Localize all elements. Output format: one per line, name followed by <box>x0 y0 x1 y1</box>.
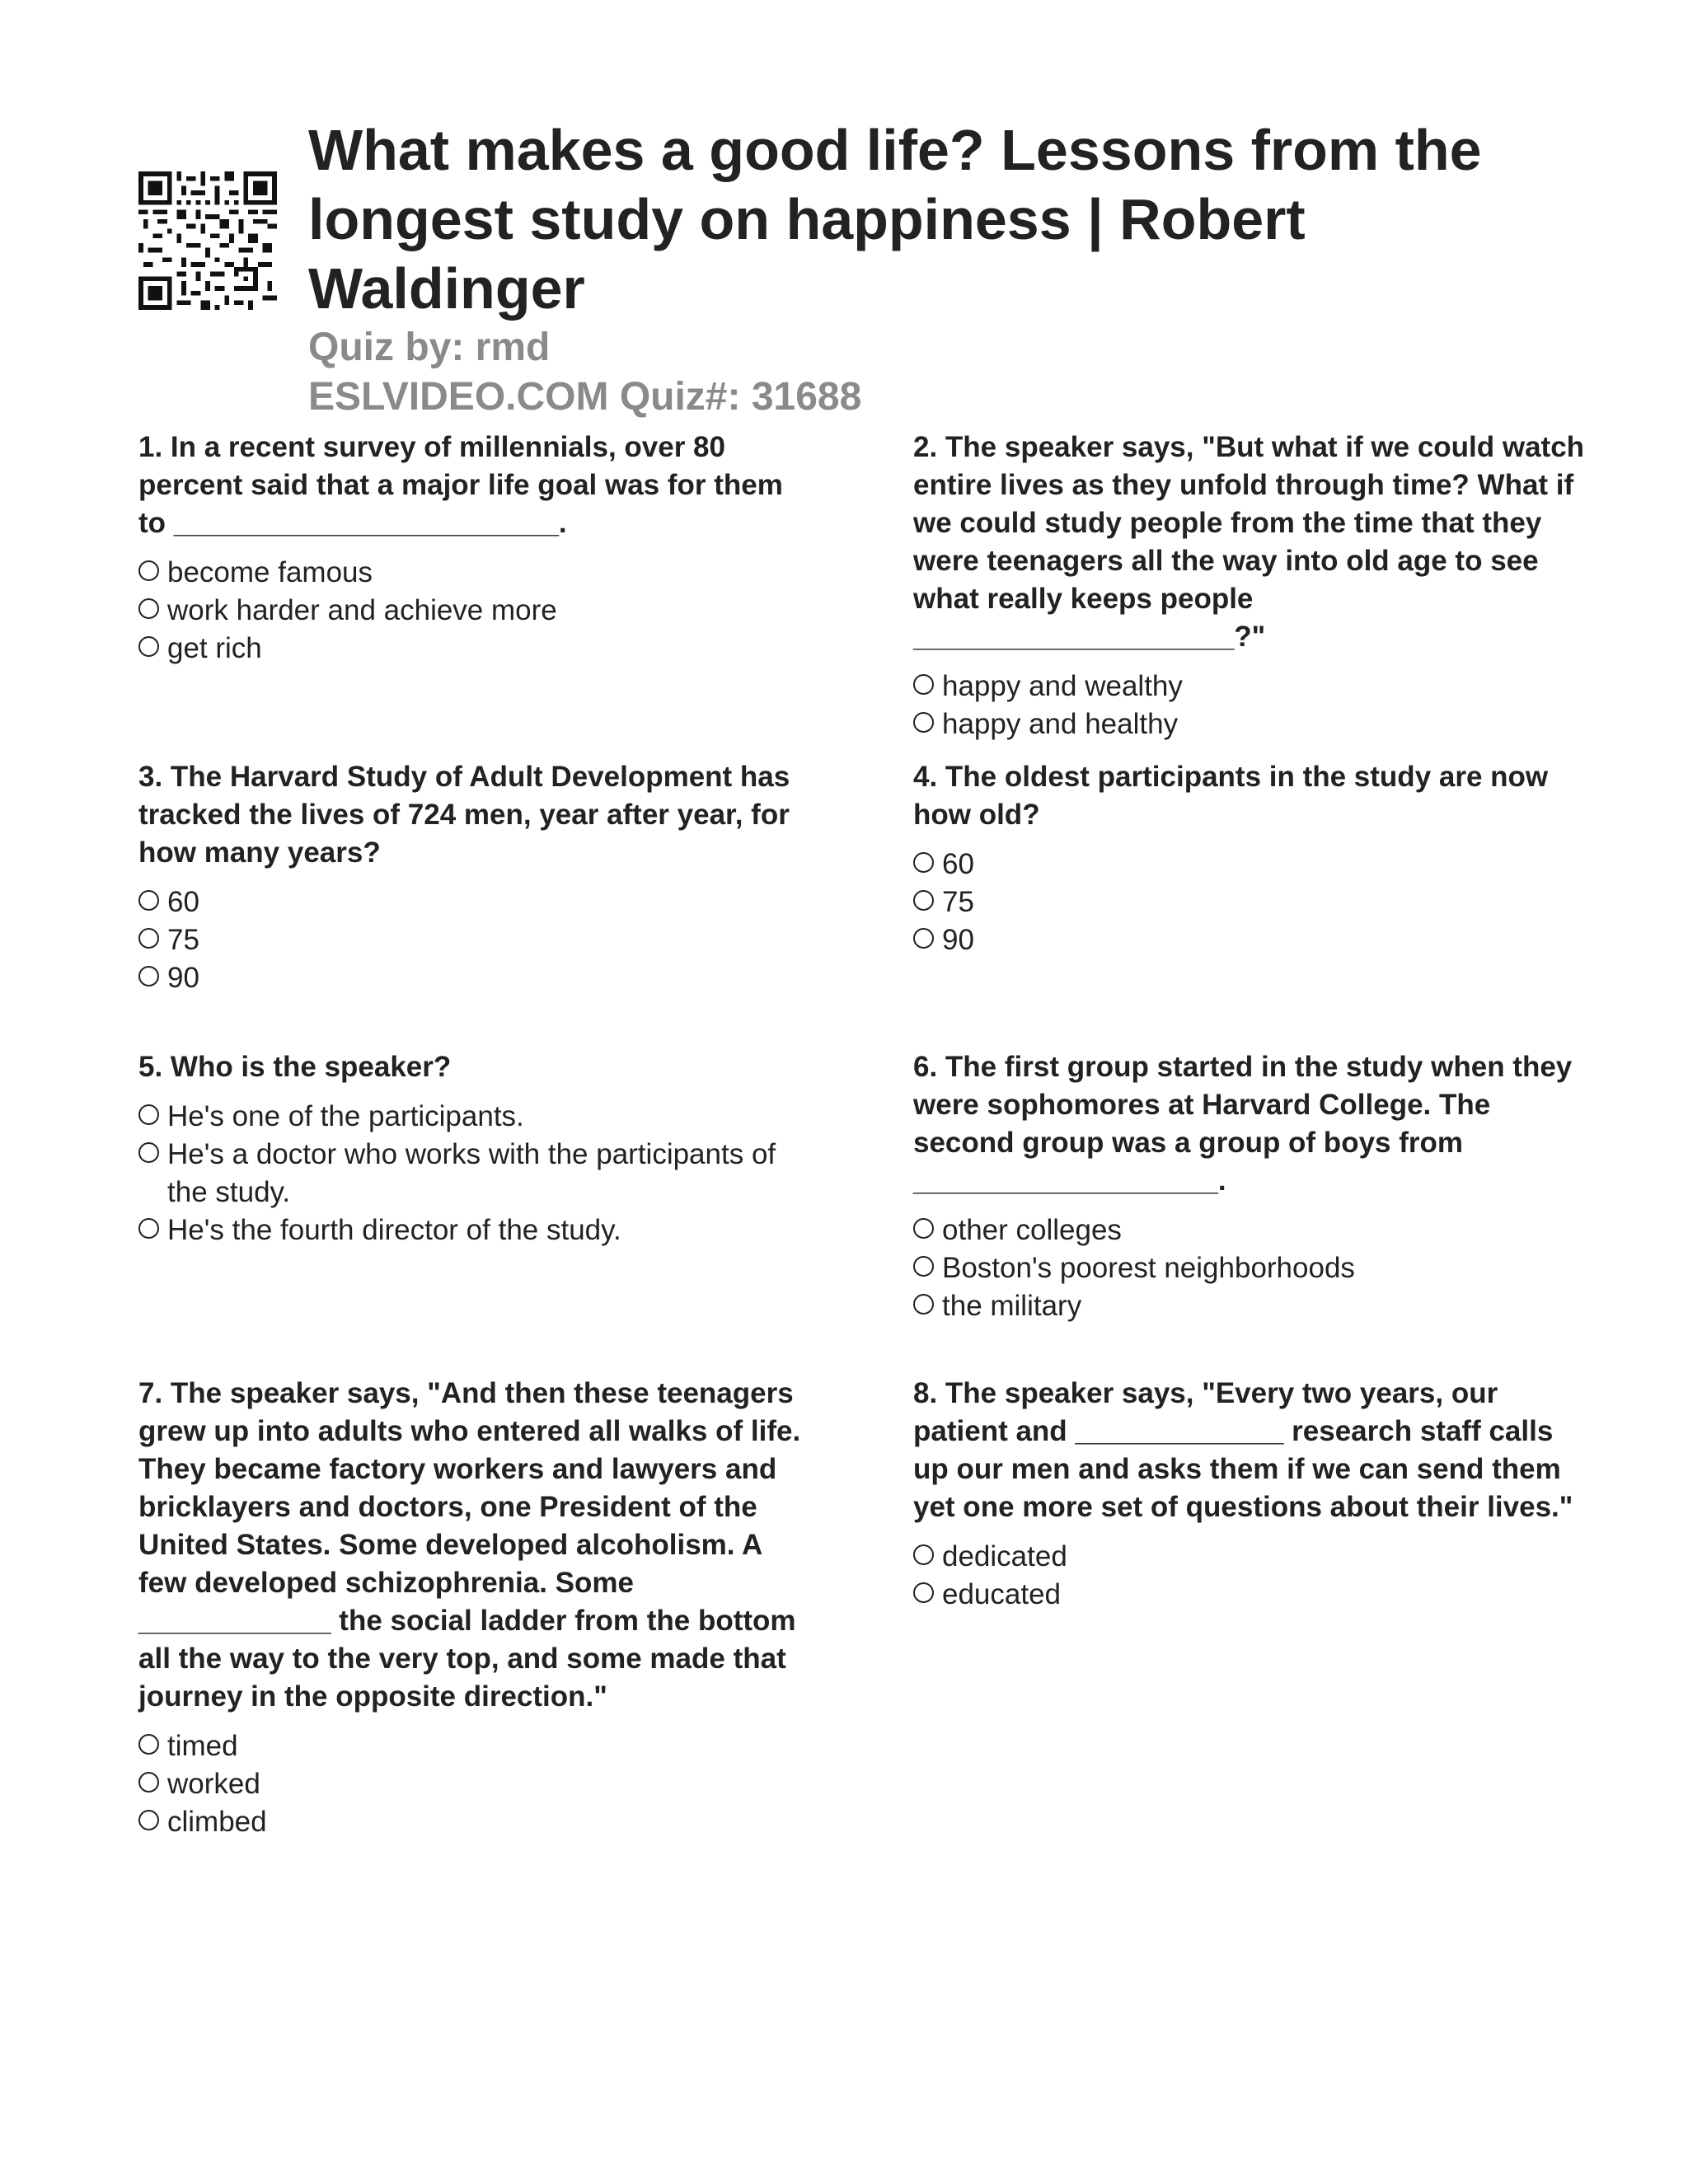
answer-option[interactable]: happy and wealthy <box>913 668 1589 705</box>
answer-option[interactable]: dedicated <box>913 1538 1589 1576</box>
quiz-title: What makes a good life? Lessons from the longest study on happiness | Robert Waldinger <box>308 118 1482 321</box>
answer-option[interactable]: work harder and achieve more <box>138 592 814 630</box>
answer-option[interactable]: the military <box>913 1287 1589 1325</box>
answer-option[interactable]: 60 <box>138 883 814 921</box>
answer-option[interactable]: 90 <box>913 921 1589 959</box>
answer-option[interactable]: get rich <box>138 630 814 668</box>
answer-option[interactable]: become famous <box>138 554 814 592</box>
radio-button-icon[interactable] <box>138 636 159 657</box>
question-5 <box>138 1048 814 1375</box>
quiz-header <box>138 115 1573 422</box>
radio-button-icon[interactable] <box>913 1544 934 1565</box>
question-text: 2. The speaker says, "But what if we could watch entire lives as they unfold through time? What if we could study people from the time that they were teenagers all the way into old age to see what really keeps people ____________________?" <box>913 431 1585 653</box>
question-row <box>138 429 1589 758</box>
question-text: 3. The Harvard Study of Adult Development has tracked the lives of 724 men, year after year, for how many years? <box>138 761 790 869</box>
answer-option[interactable]: other colleges <box>913 1212 1589 1249</box>
answer-option[interactable]: Boston's poorest neighborhoods <box>913 1249 1589 1287</box>
qr-code-icon <box>138 171 277 310</box>
question-4 <box>913 758 1589 1048</box>
radio-button-icon[interactable] <box>913 928 934 949</box>
radio-button-icon[interactable] <box>913 852 934 873</box>
header-text <box>308 115 1545 422</box>
radio-button-icon[interactable] <box>138 1772 159 1793</box>
question-row <box>138 758 1589 1048</box>
answer-option[interactable]: 90 <box>138 959 814 997</box>
question-1 <box>138 429 814 758</box>
question-text: 4. The oldest participants in the study are now how old? <box>913 761 1549 831</box>
radio-button-icon[interactable] <box>913 1294 934 1315</box>
answer-option[interactable]: timed <box>138 1727 814 1765</box>
answer-option[interactable]: 75 <box>913 883 1589 921</box>
question-6 <box>913 1048 1589 1375</box>
answer-options <box>913 668 1589 743</box>
radio-button-icon[interactable] <box>138 598 159 619</box>
answer-option[interactable]: happy and healthy <box>913 705 1589 743</box>
radio-button-icon[interactable] <box>138 1104 159 1125</box>
radio-button-icon[interactable] <box>913 1218 934 1239</box>
quiz-number: ESLVIDEO.COM Quiz#: 31688 <box>308 375 862 419</box>
answer-option[interactable]: worked <box>138 1765 814 1803</box>
answer-options <box>138 554 814 668</box>
question-row <box>138 1048 1589 1375</box>
radio-button-icon[interactable] <box>913 674 934 695</box>
answer-option[interactable]: He's one of the participants. <box>138 1098 814 1136</box>
radio-button-icon[interactable] <box>138 560 159 581</box>
answer-option[interactable]: 60 <box>913 846 1589 883</box>
answer-option[interactable]: 75 <box>138 921 814 959</box>
question-row <box>138 1375 1589 1841</box>
answer-options <box>913 1212 1589 1325</box>
answer-options <box>138 1098 814 1249</box>
answer-option[interactable]: He's a doctor who works with the participants of the study. <box>138 1136 814 1212</box>
answer-option[interactable]: climbed <box>138 1803 814 1841</box>
question-text: 5. Who is the speaker? <box>138 1051 452 1083</box>
question-text: 6. The first group started in the study when they were sophomores at Harvard College. The second group was a group of boys from ___________________. <box>913 1051 1573 1197</box>
question-7 <box>138 1375 814 1841</box>
radio-button-icon[interactable] <box>913 712 934 733</box>
answer-options <box>913 846 1589 959</box>
question-text: 8. The speaker says, "Every two years, our patient and _____________ research staff calls up our men and asks them if we can send them yet one more set of questions about their lives." <box>913 1377 1573 1523</box>
radio-button-icon[interactable] <box>138 1810 159 1830</box>
questions-grid <box>138 429 1589 1841</box>
radio-button-icon[interactable] <box>138 966 159 987</box>
quiz-author: Quiz by: rmd <box>308 326 551 369</box>
question-2 <box>913 429 1589 758</box>
question-3 <box>138 758 814 1048</box>
radio-button-icon[interactable] <box>138 1218 159 1239</box>
radio-button-icon[interactable] <box>138 890 159 911</box>
radio-button-icon[interactable] <box>138 1734 159 1755</box>
radio-button-icon[interactable] <box>913 1582 934 1603</box>
radio-button-icon[interactable] <box>913 890 934 911</box>
question-text: 7. The speaker says, "And then these teenagers grew up into adults who entered all walks of life. They became factory workers and lawyers and bricklayers and doctors, one President of the United States. Some developed alcoholism. A few developed schizophrenia. Some ____________ the social ladder from the bottom all the way to the very top, and some made that journey in the opposite direction." <box>138 1377 801 1713</box>
answer-option[interactable]: educated <box>913 1576 1589 1614</box>
radio-button-icon[interactable] <box>913 1256 934 1277</box>
radio-button-icon[interactable] <box>138 928 159 949</box>
answer-options <box>138 883 814 997</box>
answer-option[interactable]: He's the fourth director of the study. <box>138 1212 814 1249</box>
question-text: 1. In a recent survey of millennials, over 80 percent said that a major life goal was for them to ________________________. <box>138 431 783 539</box>
question-8 <box>913 1375 1589 1841</box>
answer-options <box>138 1727 814 1841</box>
radio-button-icon[interactable] <box>138 1142 159 1163</box>
answer-options <box>913 1538 1589 1614</box>
